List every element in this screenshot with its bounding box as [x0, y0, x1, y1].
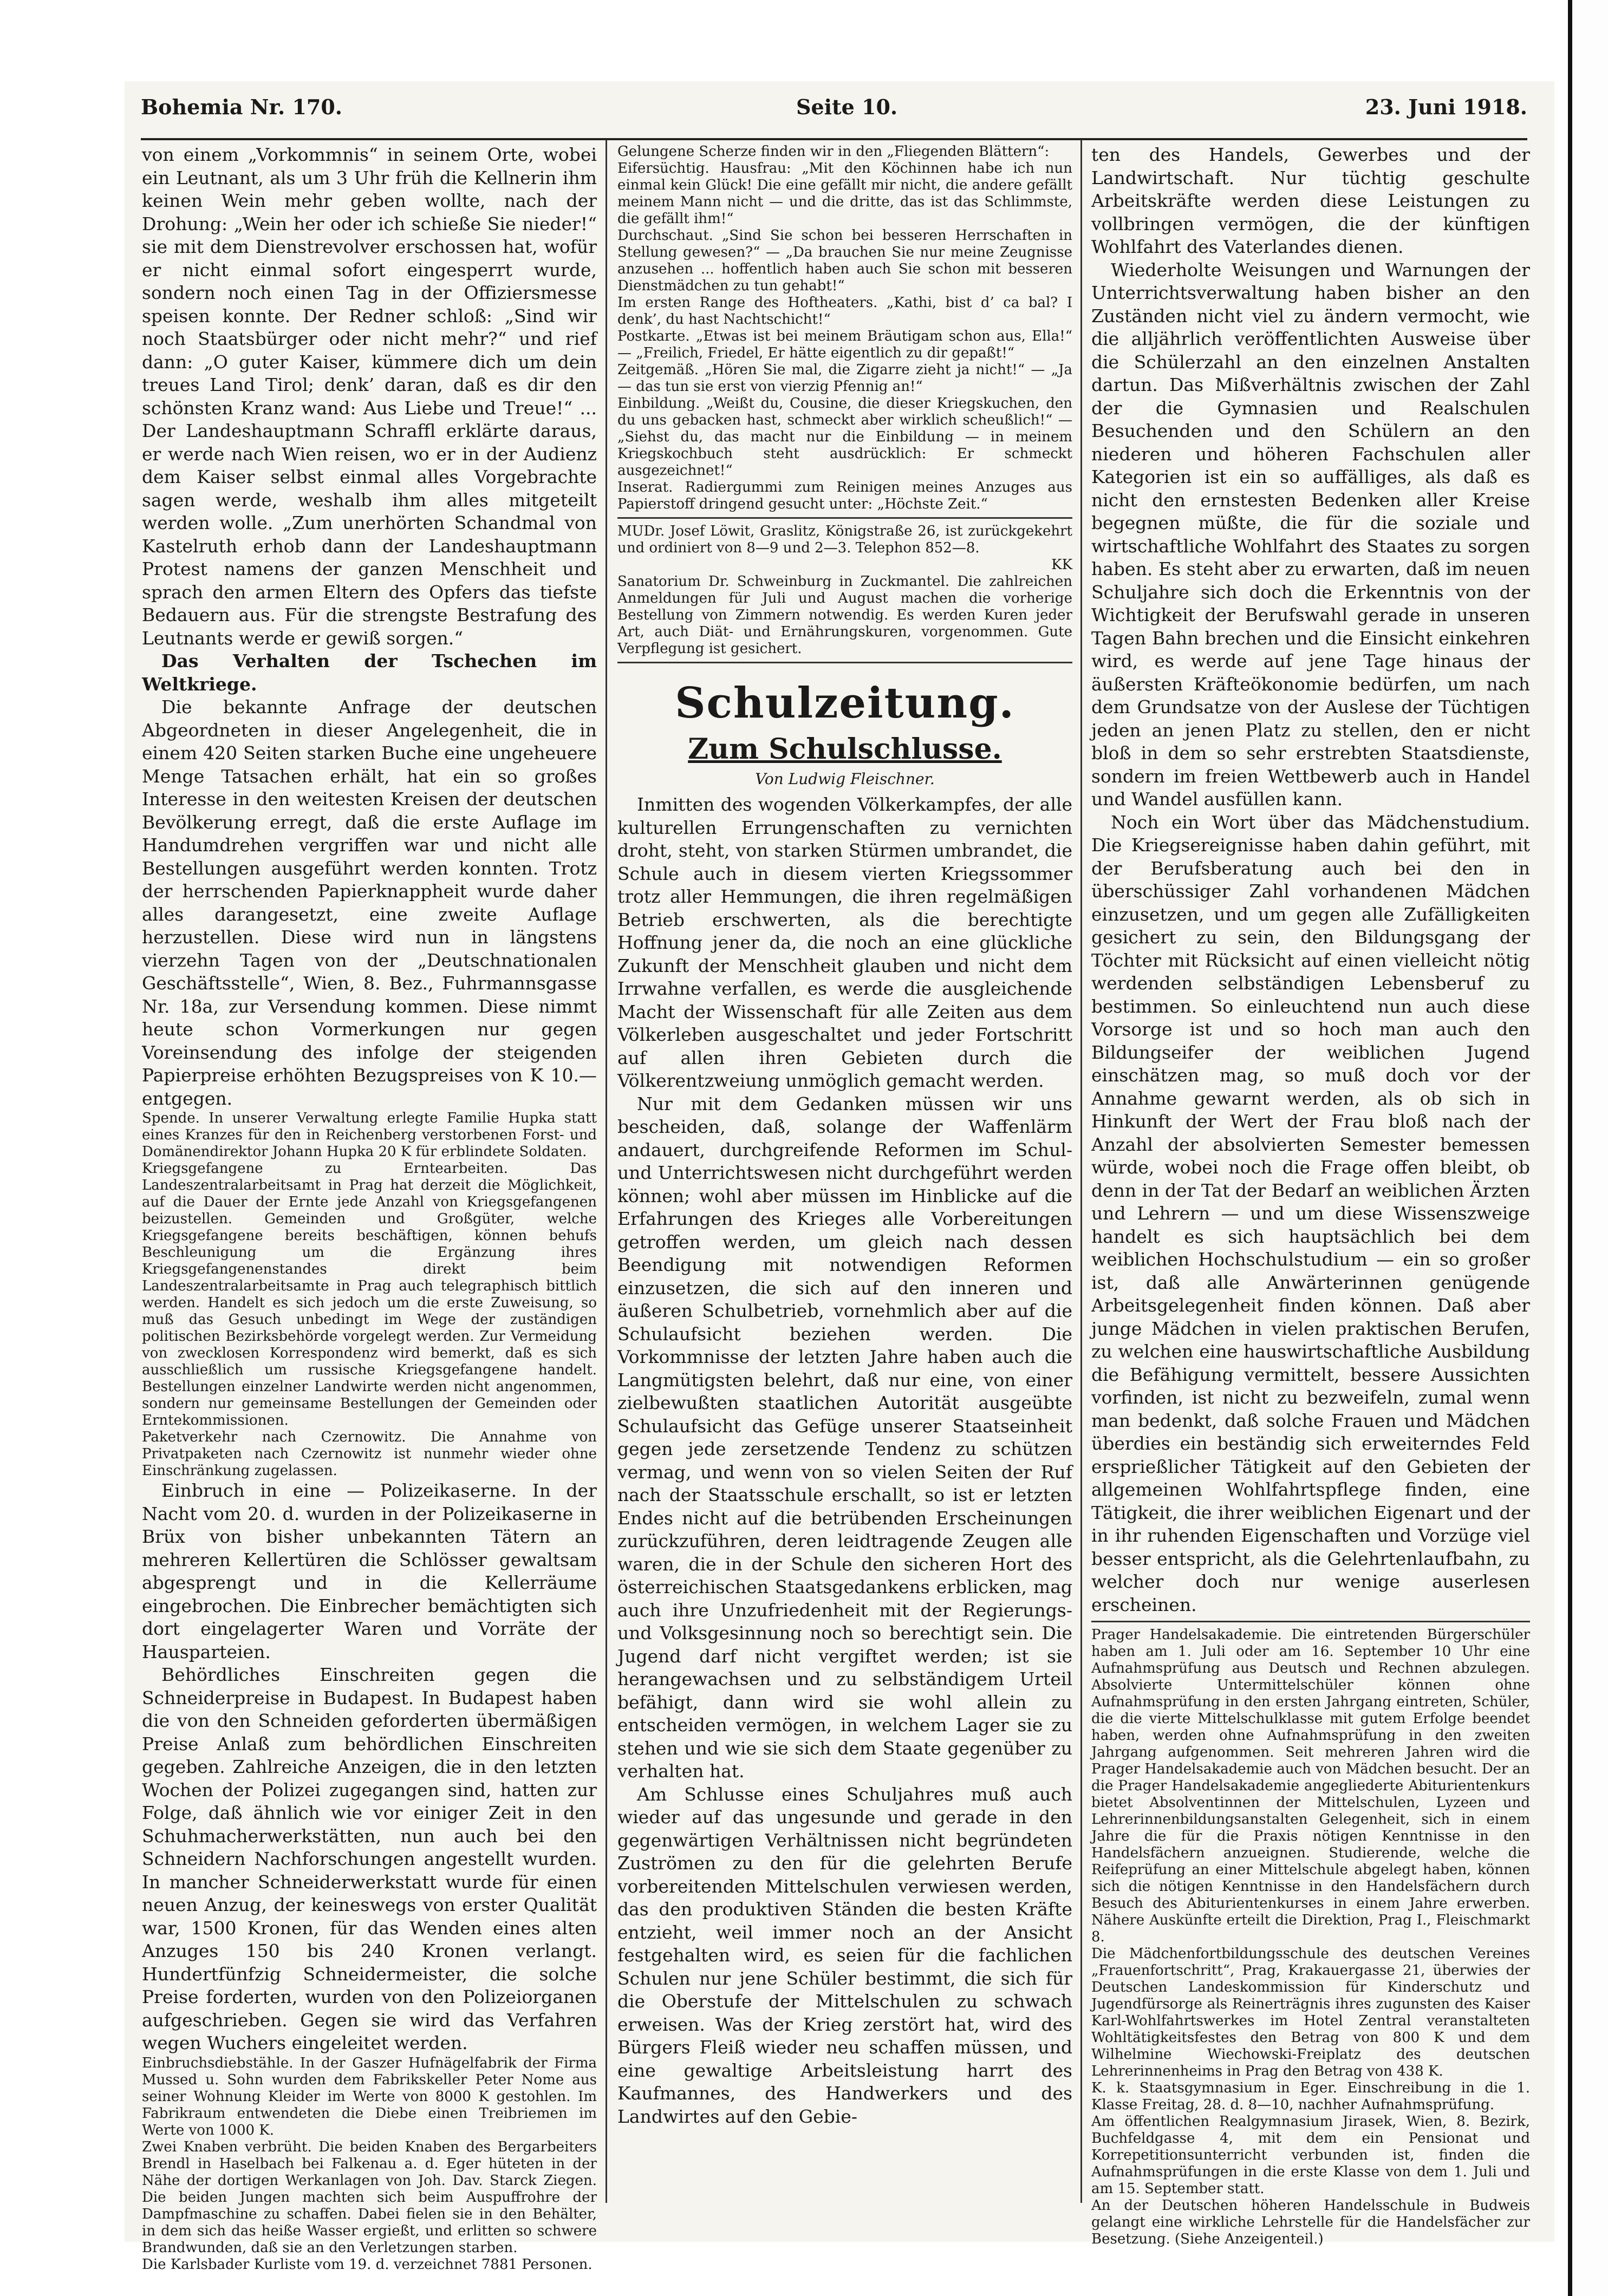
joke-item: Im ersten Range des Hoftheaters. „Kathi, bist d’ ca bal? I denk’, du hast Nachtschicht!“	[617, 295, 1072, 328]
news-item: Einbruch in eine — Polizeikaserne. In der Nacht vom 20. d. wurden in der Polizeikaserne in Brüx von bisher unbekannten Tätern an mehreren Kellertüren die Schlösser gewaltsam abgesprengt und in die Kellerräume eingebrochen. Die Einbrecher bemächtigten sich dort eingelagerter Waren und Vorräte der Hausparteien.	[142, 1480, 597, 1662]
article-text: Nur mit dem Gedanken müssen wir uns bescheiden, daß, solange der Waffenlärm andauert, durchgreifende Reformen im Schul- und Unterrichtswesen nicht durchgeführt werden können; wohl aber müssen im Hinblicke auf die Erfahrungen des Krieges alle Vorbereitungen getroffen werden, um gleich nach dessen Beendigung mit notwendigen Reformen einzusetzen, die sich auf den inneren und äußeren Schulbetrieb, vornehmlich aber auf die Schulaufsicht beziehen werden. Die Vorkommnisse der letzten Jahre haben auch die Langmütigsten belehrt, daß nur eine, von einer zielbewußten staatlichen Autorität ausgeübte Schulaufsicht das Gefüge unserer Staatseinheit gegen jede zersetzende Tendenz zu schützen vermag, und wenn von so vielen Seiten der Ruf nach der Staatsschule erschallt, so ist er letzten Endes nicht auf die betrübenden Erscheinungen zurückzuführen, deren leidtragende Zeugen alle waren, die in der Schule den sicheren Hort des österreichischen Staatsgedankens erblicken, mag auch ihre Unzufriedenheit mit der Regierungs- und Volksgesinnung noch so berechtigt sein. Die Jugend darf nicht vergiftet werden; ist sie herangewachsen und zu selbständigem Urteil befähigt, dann wird sie wohl allein zu entscheiden vermögen, in welchem Lager sie zu stehen und wie sie sich dem Staate gegenüber zu verhalten hat.	[617, 1093, 1072, 1782]
separator-rule	[617, 517, 1072, 519]
separator-rule	[1091, 1621, 1530, 1622]
news-item: Die Karlsbader Kurliste vom 19. d. verzeichnet 7881 Personen.	[142, 2256, 593, 2273]
joke-item: Zeitgemäß. „Hören Sie mal, die Zigarre zieht ja nicht!“ — „Ja — das tun sie erst von vierzig Pfennig an!“	[617, 362, 1072, 395]
joke-item: Postkarte. „Etwas ist bei meinem Bräutigam schon aus, Ella!“ — „Freilich, Friedel, Er hätte eigentlich zu dir gepaßt!“	[617, 328, 1072, 361]
article-byline: Von Ludwig Fleischner.	[755, 770, 935, 788]
news-item: Behördliches Einschreiten gegen die Schneiderpreise in Budapest. In Budapest haben die von den Schneiden geforderten übermäßigen Preise Anlaß zum behördlichen Einschreiten gegeben. Zahlreiche Anzeigen, die in den letzten Wochen der Polizei zugegangen sind, hatten zur Folge, daß ähnlich wie vor einiger Zeit in den Schuhmacherwerkstätten, nun auch bei den Schneidern Nachforschungen angestellt wurden. In mancher Schneiderwerkstatt wurde für einen neuen Anzug, der keineswegs von erster Qualität war, 1500 Kronen, für das Wenden eines alten Anzuges 150 bis 240 Kronen verlangt. Hundertfünfzig Schneidermeister, die solche Preise forderten, wurden von den Polizeiorganen aufgeschrieben. Gegen sie wird das Verfahren wegen Wuchers eingeleitet werden.	[142, 1664, 597, 2053]
separator-rule	[617, 662, 1072, 663]
article-text: Inmitten des wogenden Völkerkampfes, der alle kulturellen Errungenschaften zu vernichten droht, steht, von starken Stürmen umbrandet, die Schule auch in diesem vierten Kriegssommer trotz aller Hemmungen, die ihren regelmäßigen Betrieb erschwerten, als die berechtigte Hoffnung jener da, die noch an eine glückliche Zukunft der Menschheit glauben und nicht dem Irrwahne verfallen, es werde die ausgleichende Macht der Wissenschaft für alle Zeiten aus dem Völkerleben ausgeschaltet und jeder Fortschritt auf allen ihren Gebieten durch die Völkerentzweiung unmöglich gemacht werden.	[617, 794, 1072, 1091]
header-date: 23. Juni 1918.	[1365, 95, 1527, 119]
article-text: ten des Handels, Gewerbes und der Landwirtschaft. Nur tüchtig geschulte Arbeitskräfte werden diese Leistungen zu vollbringen vermögen, die der künftigen Wohlfahrt des Vaterlandes dienen.	[1091, 144, 1530, 257]
news-item: Paketverkehr nach Czernowitz. Die Annahme von Privatpaketen nach Czernowitz ist nunmehr wieder ohne Einschränkung zugelassen.	[142, 1429, 597, 1479]
school-notice: An der Deutschen höheren Handelsschule in Budweis gelangt eine wirkliche Lehrstelle für die Handelsfächer zur Besetzung. (Siehe Anzeigenteil.)	[1091, 2197, 1530, 2247]
article-text: von einem „Vorkommnis“ in seinem Orte, wobei ein Leutnant, als um 3 Uhr früh die Kellnerin ihm keinen Wein mehr geben wollte, nach der Drohung: „Wein her oder ich schieße Sie nieder!“ sie mit dem Dienstrevolver erschossen hat, wofür er nicht einmal sofort eingesperrt wurde, sondern noch einen Tag in der Offiziersmesse speisen konnte. Der Redner schloß: „Sind wir noch Staatsbürger oder nicht mehr?“ und rief dann: „O guter Kaiser, kümmere dich um dein treues Land Tirol; denk’ daran, daß es dir den schönsten Kranz wand: Aus Liebe und Treue!“ ... Der Landeshauptmann Schraffl erklärte daraus, er werde nach Wien reisen, wo er in der Audienz dem Kaiser selbst einmal alles Vorgebrachte sagen werde, weshalb ihm alles mitgeteilt werden wolle. „Zum unerhörten Schandmal von Kastelruth erhob dann der Landeshauptmann Protest namens der ganzen Menschheit und sprach den armen Eltern des Opfers das tiefste Bedauern aus. Für die strengste Bestrafung des Leutnants werde er gewiß sorgen.“	[142, 144, 597, 649]
advertisement-tag: KK	[1051, 557, 1072, 573]
article-text: Noch ein Wort über das Mädchenstudium. Die Kriegsereignisse haben dahin geführt, mit der Berufsberatung auch bei den in überschüssiger Zahl vorhandenen Mädchen einzusetzen, und um gegen alle Zufälligkeiten gesichert zu sein, den Bildungsgang der Töchter mit Rücksicht auf einen vielleicht nötig werdenden selbständigen Lebensberuf zu bestimmen. So einleuchtend nun auch diese Vorsorge ist und so hoch man auch den Bildungseifer der weiblichen Jugend einschätzen mag, so muß doch vor der Annahme gewarnt werden, als ob sich in Hinkunft der Wert der Frau bloß nach der Anzahl der absolvierten Semester bemessen würde, wobei noch die Frage offen bleibt, ob denn in der Tat der Bedarf an weiblichen Ärzten und Lehrern — und um diese Wissenszweige handelt es sich hauptsächlich bei dem weiblichen Hochschulstudium — ein so großer ist, daß alle Anwärterinnen genügende Arbeitsgelegenheit finden können. Daß aber junge Mädchen in vielen praktischen Berufen, zu welchen eine hauswirtschaftliche Ausbildung die Befähigung vermittelt, bessere Aussichten vorfinden, ist nicht zu bezweifeln, zumal wenn man bedenkt, daß solche Frauen und Mädchen überdies ein beständig sich erweiterndes Feld ersprießlicher Tätigkeit auf den Gebieten der allgemeinen Wohlfahrtspflege finden, eine Tätigkeit, die ihrer weiblichen Eigenart und der in ihr ruhenden Eigenschaften und Vorzüge viel besser entspricht, als die Gelehrtenlaufbahn, zu welcher doch nur wenige auserlesen erscheinen.	[1091, 811, 1530, 1615]
header-newspaper-issue: Bohemia Nr. 170.	[141, 95, 343, 119]
header-rule	[141, 138, 1527, 140]
school-notice: Prager Handelsakademie. Die eintretenden Bürgerschüler haben am 1. Juli oder am 16. September 10 Uhr eine Aufnahmsprüfung aus Deutsch und Rechnen abzulegen. Absolvierte Untermittelschüler können ohne Aufnahmsprüfung in den ersten Jahrgang eintreten, Schüler, die die vierte Mittelschulklasse mit gutem Erfolge beendet haben, werden ohne Aufnahmsprüfung in den zweiten Jahrgang aufgenommen. Seit mehreren Jahren wird die Prager Handelsakademie auch von Mädchen besucht. Der an die Prager Handelsakademie angegliederte Abiturientenkurs bietet Absolventinnen der Mittelschulen, Lyzeen und Lehrerinnenbildungsanstalten Gelegenheit, sich in einem Jahre die für die Praxis nötigen Kenntnisse in den Handelsfächern anzueignen. Studierende, welche die Reifeprüfung an einer Mittelschule abgelegt haben, können sich die nötigen Kenntnisse in den Handelsfächern durch Besuch des Abiturientenkurses in einem Jahre erwerben. Nähere Auskünfte erteilt die Direktion, Prag I., Fleischmarkt 8.	[1091, 1627, 1530, 1945]
joke-item: Eifersüchtig. Hausfrau: „Mit den Köchinnen habe ich nun einmal kein Glück! Die eine gefällt mir nicht, die andere gefällt meinem Mann nicht — und die dritte, das ist das Schlimmste, die gefällt ihm!“	[617, 160, 1072, 227]
advertisement: Sanatorium Dr. Schweinburg in Zuckmantel. Die zahlreichen Anmeldungen für Juli und August machen die vorherige Bestellung von Zimmern notwendig. Es werden Kuren jeder Art, auch Diät- und Ernährungskuren, vorgenommen. Gute Verpflegung ist gesichert.	[617, 573, 1072, 657]
scan-edge-line	[1568, 0, 1572, 2296]
article-text: Am Schlusse eines Schuljahres muß auch wieder auf das ungesunde und gerade in den gegenwärtigen Verhältnissen nicht begründeten Zuströmen zu den für die gelehrten Berufe vorbereitenden Mittelschulen verwiesen werden, das den produktiven Ständen die besten Kräfte entzieht, weil immer noch an der Ansicht festgehalten wird, es seien für die fachlichen Schulen nur jene Schüler bestimmt, die sich für die Oberstufe der Mittelschulen zu schwach erweisen. Was der Krieg zerstört hat, wird des Bürgers Fleiß wieder neu schaffen müssen, und eine gewaltige Arbeitsleistung harrt des Kaufmannes, des Handwerkers und des Landwirtes auf den Gebie-	[617, 1783, 1072, 2127]
section-masthead	[617, 676, 1072, 790]
school-notice: Die Mädchenfortbildungsschule des deutschen Vereines „Frauenfortschritt“, Prag, Krakauergasse 21, überwies der Deutschen Landeskommission für Kinderschutz und Jugendfürsorge als Reinerträgnis ihres zugunsten des Kaiser Karl-Wohlfahrtswerkes im Hotel Zentral veranstalteten Wohltätigkeitsfestes den Betrag von 800 K und dem Wilhelmine Wiechowski-Freiplatz des deutschen Lehrerinnenheims in Prag den Betrag von 438 K.	[1091, 1946, 1530, 2079]
joke-item: Inserat. Radiergummi zum Reinigen meines Anzuges aus Papierstoff dringend gesucht unter: „Höchste Zeit.“	[617, 479, 1072, 512]
article-heading	[142, 650, 597, 696]
column-1	[142, 144, 597, 2273]
page-header	[141, 89, 1527, 138]
article-heading-text: Das Verhalten der Tschechen im Weltkriege.	[142, 650, 597, 695]
article-text: Die bekannte Anfrage der deutschen Abgeordneten in dieser Angelegenheit, die in einem 420 Seiten starken Buche eine ungeheuere Menge Tatsachen erhält, hat ein so großes Interesse in den weitesten Kreisen der deutschen Bevölkerung erregt, daß die erste Auflage im Handumdrehen vergriffen war und nicht alle Bestellungen ausgeführt werden konnten. Trotz der herrschenden Papierknappheit wurde daher alles darangesetzt, eine zweite Auflage herzustellen. Diese wird nun in längstens vierzehn Tagen von der „Deutschnationalen Geschäftsstelle“, Wien, 8. Bez., Fuhrmannsgasse Nr. 18a, zur Versendung kommen. Diese nimmt heute schon Vormerkungen nur gegen Voreinsendung des infolge der steigenden Papierpreise erhöhten Bezugspreises von K 10.— entgegen.	[142, 696, 597, 1109]
news-item: Zwei Knaben verbrüht. Die beiden Knaben des Bergarbeiters Brendl in Haselbach bei Falkenau a. d. Eger hüteten in der Nähe der dortigen Werkanlagen von Joh. Dav. Starck Ziegen. Die beiden Jungen machten sich beim Auspuffrohre der Dampfmaschine zu schaffen. Dabei fielen sie in den Behälter, in dem sich das heiße Wasser ergießt, und erlitten so schwere Brandwunden, daß sie an den Verletzungen starben.	[142, 2138, 597, 2256]
joke-item: Durchschaut. „Sind Sie schon bei besseren Herrschaften in Stellung gewesen?“ — „Da brauchen Sie nur meine Zeugnisse anzusehen ... hoffentlich haben auch Sie schon mit besseren Dienstmädchen zu tun gehabt!“	[617, 227, 1072, 294]
section-title: Schulzeitung.	[675, 679, 1015, 728]
joke-item: Einbildung. „Weißt du, Cousine, die dieser Kriegskuchen, den du uns gebacken hast, schmeckt aber wirklich scheußlich!“ — „Siehst du, das macht nur die Einbildung — in meinem Kriegskochbuch steht ausdrücklich: Er schmeckt ausgezeichnet!“	[617, 395, 1072, 479]
article-title: Zum Schulschlusse.	[688, 733, 1002, 766]
news-item: Einbruchsdiebstähle. In der Gaszer Hufnägelfabrik der Firma Mussed u. Sohn wurden dem Fabrikskeller Peter Nome aus seiner Wohnung Kleider im Werte von 8000 K gestohlen. Im Fabrikraum entwendeten die Diebe einen Treibriemen im Werte von 1000 K.	[142, 2054, 597, 2138]
jokes-intro: Gelungene Scherze finden wir in den „Fliegenden Blättern“:	[617, 144, 1050, 160]
column-2	[617, 144, 1072, 2207]
advertisement: MUDr. Josef Löwit, Graslitz, Königstraße 26, ist zurückgekehrt und ordiniert von 8—9 und 2—3. Telephon 852—8.	[617, 523, 1072, 556]
column-rule-1	[606, 140, 607, 2203]
header-page-number: Seite 10.	[796, 95, 898, 119]
news-item: Spende. In unserer Verwaltung erlegte Familie Hupka statt eines Kranzes für den in Reichenberg verstorbenen Forst- und Domänendirektor Johann Hupka 20 K für erblindete Soldaten.	[142, 1110, 597, 1160]
column-3	[1091, 144, 1530, 2247]
column-rule-2	[1080, 140, 1082, 2203]
article-text: Wiederholte Weisungen und Warnungen der Unterrichtsverwaltung haben bisher an den Zuständen nicht viel zu ändern vermocht, wie die alljährlich veröffentlichten Ausweise über die Schülerzahl an den einzelnen Anstalten dartun. Das Mißverhältnis zwischen der Zahl der die Gymnasien und Realschulen Besuchenden und den Schülern an den niederen und höheren Fachschulen aller Kategorien ist ein so auffälliges, als daß es nicht den ernstesten Bedenken aller Kreise begegnen müßte, die für die soziale und wirtschaftliche Wohlfahrt des Staates zu sorgen haben. Es steht aber zu erwarten, daß im neuen Schuljahre sich doch die Erkenntnis von der Wichtigkeit der Berufswahl gerade in unseren Tagen Bahn brechen und die Einsicht einkehren wird, es werde auf jene Tage hinaus der äußersten Kräfteökonomie bedürfen, um nach dem Grundsatze von der Auslese der Tüchtigen jeden an jenen Platz zu stellen, den er nicht bloß in dem so sehr erstrebten Staatsdienste, sondern im freien Wettbewerb auch in Handel und Wandel ausfüllen kann.	[1091, 259, 1530, 810]
school-notice: K. k. Staatsgymnasium in Eger. Einschreibung in die 1. Klasse Freitag, 28. d. 8—10, nachher Aufnahmsprüfung.	[1091, 2080, 1530, 2113]
scan-margin	[1573, 0, 1608, 2296]
news-item: Kriegsgefangene zu Erntearbeiten. Das Landeszentralarbeitsamt in Prag hat derzeit die Möglichkeit, auf die Dauer der Ernte jede Anzahl von Kriegsgefangenen beizustellen. Gemeinden und Großgüter, welche Kriegsgefangene bereits beschäftigen, können behufs Beschleunigung um die Ergänzung ihres Kriegsgefangenenstandes direkt beim Landeszentralarbeitsamte in Prag auch telegraphisch bittlich werden. Handelt es sich jedoch um die erste Zuweisung, so muß das Gesuch unbedingt im Wege der zuständigen politischen Bezirksbehörde vorgelegt werden. Zur Vermeidung von zwecklosen Korrespondenz wird bemerkt, daß es sich ausschließlich um russische Kriegsgefangene handelt. Bestellungen einzelner Landwirte werden nicht angenommen, sondern nur gemeinsame Bestellungen der Gemeinden oder Erntekommissionen.	[142, 1160, 597, 1429]
school-notice: Am öffentlichen Realgymnasium Jirasek, Wien, 8. Bezirk, Buchfeldgasse 4, mit dem ein Pensionat und Korrepetitionsunterricht verbunden ist, finden die Aufnahmsprüfungen in die erste Klasse von dem 1. Juli und am 15. September statt.	[1091, 2114, 1530, 2197]
